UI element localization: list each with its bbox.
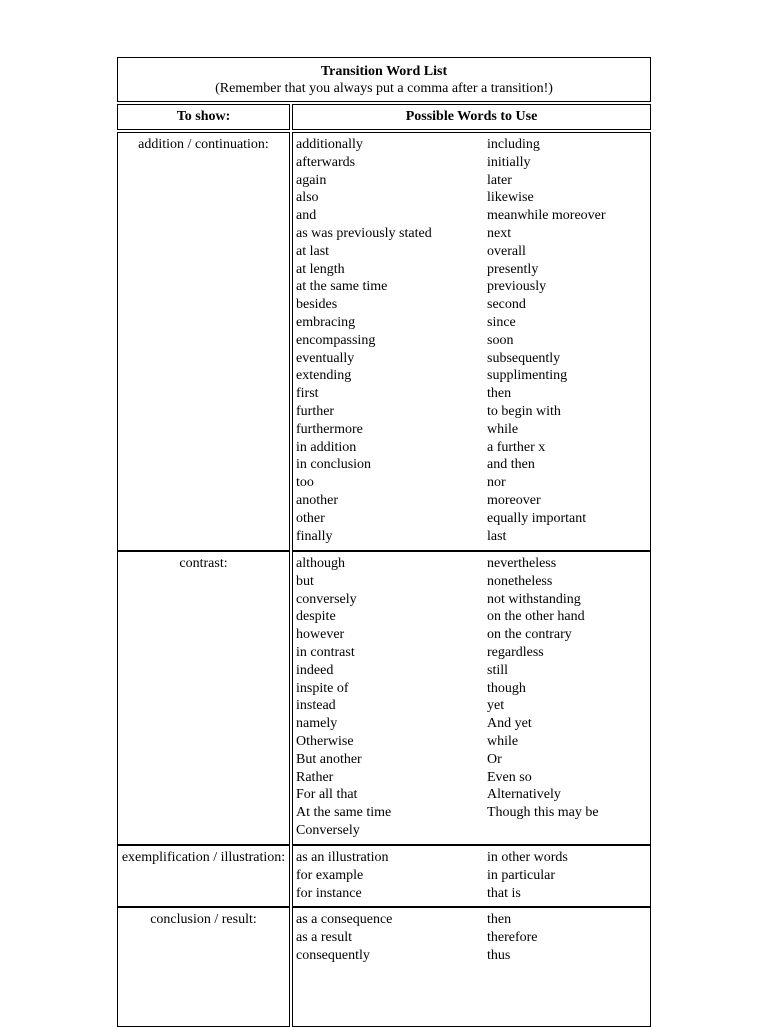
word-item: Rather bbox=[296, 769, 334, 785]
word-item: though bbox=[487, 680, 526, 696]
word-item: previously bbox=[487, 279, 547, 295]
word-item: namely bbox=[296, 716, 338, 732]
section-conclusion-category: conclusion / result: bbox=[117, 907, 290, 1027]
word-item: later bbox=[487, 172, 512, 188]
page-title: Transition Word List bbox=[320, 64, 448, 79]
section-contrast-category: contrast: bbox=[117, 551, 290, 845]
section-contrast-column-1 bbox=[296, 555, 391, 840]
word-item: as a result bbox=[296, 929, 352, 945]
word-item: however bbox=[296, 627, 345, 643]
word-item: in contrast bbox=[296, 644, 355, 660]
word-item: yet bbox=[487, 698, 505, 714]
column-header-to-show: To show: bbox=[117, 104, 290, 130]
word-item: further bbox=[296, 403, 335, 419]
word-item: while bbox=[487, 733, 519, 749]
word-item: in addition bbox=[296, 439, 357, 455]
word-item: second bbox=[487, 297, 526, 313]
word-item: for instance bbox=[296, 885, 362, 901]
section-conclusion-column-1 bbox=[296, 911, 392, 964]
word-item: and then bbox=[487, 457, 535, 473]
word-item: therefore bbox=[487, 929, 538, 945]
word-item: then bbox=[487, 912, 512, 927]
word-item: eventually bbox=[296, 350, 355, 366]
section-exemplification-column-2 bbox=[487, 849, 568, 902]
word-item: For all that bbox=[296, 787, 358, 803]
word-item: supplimenting bbox=[487, 368, 568, 384]
section-addition-words bbox=[292, 132, 651, 551]
section-addition-column-2 bbox=[487, 136, 606, 545]
section-conclusion-column-2 bbox=[487, 911, 538, 964]
page-subtitle: (Remember that you always put a comma after a transition!) bbox=[215, 81, 553, 96]
title-box bbox=[117, 57, 651, 102]
word-item: besides bbox=[296, 297, 338, 313]
word-item: encompassing bbox=[296, 332, 376, 348]
word-item: equally important bbox=[487, 510, 587, 526]
word-item: but bbox=[296, 573, 314, 589]
word-item: in particular bbox=[487, 867, 556, 883]
word-item: inspite of bbox=[296, 680, 349, 696]
word-item: embracing bbox=[296, 314, 356, 330]
word-item: consequently bbox=[296, 947, 370, 963]
word-item: conversely bbox=[296, 591, 357, 607]
section-exemplification-column-1 bbox=[296, 849, 389, 902]
word-item: But another bbox=[296, 751, 362, 767]
word-item: again bbox=[296, 172, 327, 188]
word-item: nor bbox=[487, 475, 506, 491]
word-item: next bbox=[487, 225, 512, 241]
word-item: a further x bbox=[487, 439, 546, 455]
word-item: thus bbox=[487, 947, 511, 963]
word-item: Or bbox=[487, 751, 502, 767]
word-item: then bbox=[487, 386, 512, 402]
word-item: as a consequence bbox=[296, 912, 393, 927]
word-item: And yet bbox=[487, 716, 532, 732]
word-item: at last bbox=[296, 243, 330, 259]
word-item: likewise bbox=[487, 190, 534, 206]
word-item: furthermore bbox=[296, 421, 363, 437]
section-addition-category: addition / continuation: bbox=[117, 132, 290, 551]
section-exemplification-category: exemplification / illustration: bbox=[117, 845, 290, 907]
word-item: nevertheless bbox=[487, 556, 557, 571]
word-item: additionally bbox=[296, 137, 363, 152]
word-item: Even so bbox=[487, 769, 532, 785]
word-item: instead bbox=[296, 698, 336, 714]
word-item: for example bbox=[296, 867, 364, 883]
section-exemplification-words bbox=[292, 845, 651, 907]
word-item: overall bbox=[487, 243, 526, 259]
word-item: also bbox=[296, 190, 319, 206]
word-item: other bbox=[296, 510, 325, 526]
word-item: Conversely bbox=[296, 822, 360, 838]
word-item: initially bbox=[487, 154, 531, 170]
word-item: not withstanding bbox=[487, 591, 581, 607]
word-item: afterwards bbox=[296, 154, 356, 170]
word-item: Though this may be bbox=[487, 805, 599, 821]
word-item: as was previously stated bbox=[296, 225, 432, 241]
word-item: still bbox=[487, 662, 509, 678]
section-contrast-words bbox=[292, 551, 651, 845]
word-item: last bbox=[487, 528, 507, 544]
word-item: since bbox=[487, 314, 516, 330]
word-item: on the contrary bbox=[487, 627, 572, 643]
word-item: extending bbox=[296, 368, 352, 384]
word-item: Otherwise bbox=[296, 733, 354, 749]
word-item: as an illustration bbox=[296, 850, 389, 865]
word-item: At the same time bbox=[296, 805, 392, 821]
word-item: Alternatively bbox=[487, 787, 561, 803]
section-conclusion-words bbox=[292, 907, 651, 1027]
word-item: subsequently bbox=[487, 350, 561, 366]
word-item: presently bbox=[487, 261, 539, 277]
word-item: despite bbox=[296, 609, 336, 625]
word-item: indeed bbox=[296, 662, 334, 678]
section-contrast-column-2 bbox=[487, 555, 599, 822]
word-item: too bbox=[296, 475, 314, 491]
word-item: on the other hand bbox=[487, 609, 585, 625]
word-item: in conclusion bbox=[296, 457, 372, 473]
word-item: meanwhile moreover bbox=[487, 208, 606, 224]
word-item: including bbox=[487, 137, 540, 152]
word-item: another bbox=[296, 492, 338, 508]
word-item: soon bbox=[487, 332, 514, 348]
word-item: in other words bbox=[487, 850, 568, 865]
section-addition-column-1 bbox=[296, 136, 432, 545]
word-item: moreover bbox=[487, 492, 541, 508]
word-item: nonetheless bbox=[487, 573, 553, 589]
word-item: finally bbox=[296, 528, 333, 544]
word-item: that is bbox=[487, 885, 521, 901]
word-item: to begin with bbox=[487, 403, 561, 419]
column-header-possible-words: Possible Words to Use bbox=[292, 104, 651, 130]
word-item: and bbox=[296, 208, 317, 224]
word-item: at the same time bbox=[296, 279, 388, 295]
word-item: although bbox=[296, 556, 345, 571]
word-item: first bbox=[296, 386, 319, 402]
word-item: while bbox=[487, 421, 519, 437]
word-item: at length bbox=[296, 261, 345, 277]
word-item: regardless bbox=[487, 644, 544, 660]
